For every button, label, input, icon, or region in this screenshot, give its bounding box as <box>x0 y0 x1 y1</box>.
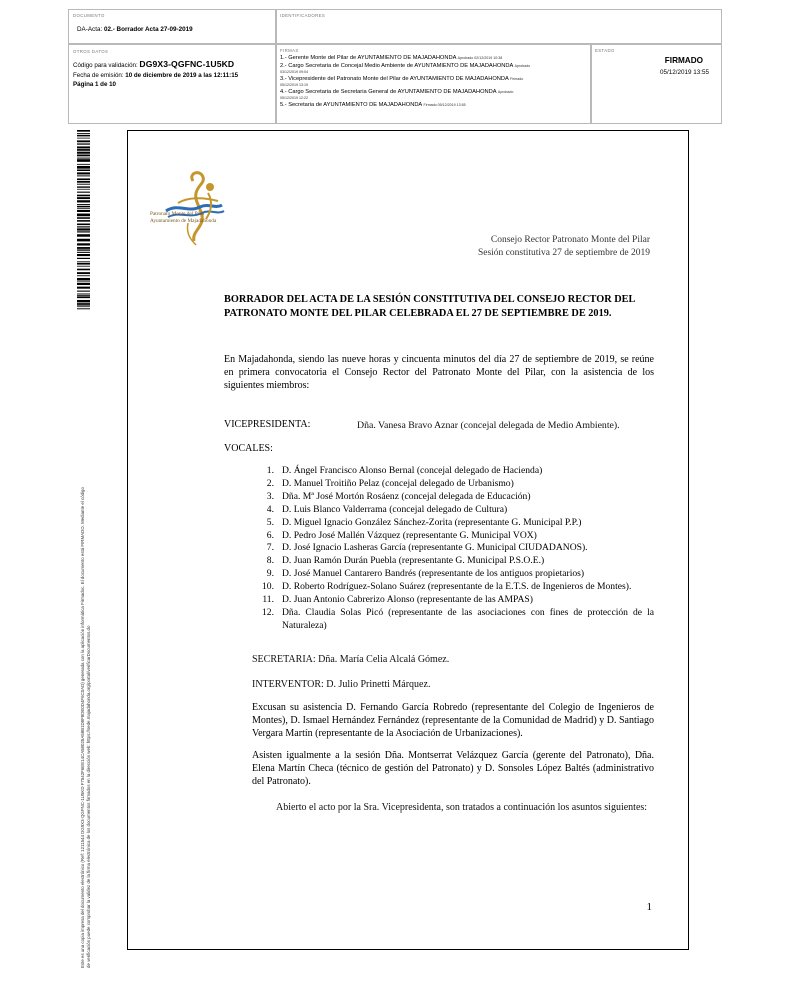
list-item-number: 12. <box>262 606 274 618</box>
list-item-number: 3. <box>266 490 274 502</box>
list-item-number: 4. <box>266 503 274 515</box>
intro-paragraph: En Majadahonda, siendo las nueve horas y cincuenta minutos del día 27 de septiembre de 2019, se reúne en primera convocatoria el Consejo Rector del Patronato Monte del Pilar, con la asistencia de los siguientes miembros: <box>224 354 654 391</box>
list-item-text: D. Miguel Ignacio González Sánchez-Zorita (representante G. Municipal P.P.) <box>282 516 582 528</box>
list-item <box>224 504 654 517</box>
identifiers-box <box>276 9 722 44</box>
signature-line-5: 5.- Secretaria de AYUNTAMIENTO DE MAJADAHONDA Firmado 05/12/2019 13:55 <box>280 102 466 108</box>
list-item <box>224 478 654 491</box>
document-prefix: DA-Acta: <box>77 26 104 33</box>
list-item <box>224 594 654 607</box>
status-box <box>591 44 722 124</box>
list-item-text: D. Pedro José Mallén Vázquez (representante G. Municipal VOX) <box>282 529 537 541</box>
attendees-paragraph: Asisten igualmente a la sesión Dña. Montserrat Velázquez García (gerente del Patronato), Dña. Elena Martín Checa (técnico de gestión del Patronato) y D. Sonsoles López Baltés (administrativo del Patronato). <box>252 750 654 787</box>
document-caption: DOCUMENTO <box>73 13 105 18</box>
list-item <box>224 530 654 543</box>
side-verification-text-1: Este es una copia impresa del documento electrónico (Ref: 1211544 DG9X3-QGFNC-1U5KD F7542F6EE14CA58025A58B1D8F8DE0D4F6C0AD) generada con la aplicación informática Firmadoc. El documento está FIRMADO. Mediante el código <box>80 487 85 968</box>
list-item-text: D. José Manuel Cantarero Bandrés (representante de los antiguos propietarios) <box>282 568 585 580</box>
document-title <box>77 26 193 33</box>
barcode-icon <box>77 130 90 310</box>
opening-line: Abierto el acto por la Sra. Vicepresidenta, son tratados a continuación los asuntos siguientes: <box>276 802 648 813</box>
list-item <box>224 555 654 568</box>
act-heading: BORRADOR DEL ACTA DE LA SESIÓN CONSTITUTIVA DEL CONSEJO RECTOR DEL PATRONATO MONTE DEL PILAR CELEBRADA EL 27 DE SEPTIEMBRE DE 2019. <box>224 294 635 319</box>
validation-code: DG9X3-QGFNC-1U5KD <box>139 59 235 69</box>
list-item <box>224 581 654 594</box>
list-item-text: D. Ángel Francisco Alonso Bernal (concejal delegado de Hacienda) <box>282 465 543 476</box>
list-item-text: D. Roberto Rodríguez-Solano Suárez (representante de la E.T.S. de Ingenieros de Montes). <box>282 581 632 593</box>
document-page <box>127 130 689 950</box>
list-item-number: 2. <box>266 477 274 489</box>
signature-date-2: 03/12/2019 09:04 <box>280 70 308 74</box>
signature-line-1: 1.- Gerente Monte del Pilar de AYUNTAMIENTO DE MAJADAHONDA Aprobado 02/12/2019 10:38 <box>280 55 503 61</box>
signature-line-2: 2.- Cargo Secretaria de Concejal Medio Ambiente de AYUNTAMIENTO DE MAJADAHONDA Aprobado <box>280 63 531 69</box>
list-item <box>224 517 654 530</box>
session-line: Sesión constitutiva 27 de septiembre de 2019 <box>477 248 650 258</box>
list-item <box>224 542 654 555</box>
status-date: 05/12/2019 13:55 <box>659 69 709 76</box>
list-item-number: 9. <box>266 568 274 580</box>
list-item <box>224 607 654 633</box>
page-number: 1 <box>646 901 652 913</box>
list-item-text: D. Luis Blanco Valderrama (concejal delegado de Cultura) <box>282 503 508 515</box>
status-caption: ESTADO <box>595 48 615 53</box>
list-item-number: 10. <box>262 581 274 593</box>
emission-label: Fecha de emisión: <box>73 72 126 79</box>
list-item-text: D. José Ignacio Lasheras García (representante G. Municipal CIUDADANOS). <box>282 542 588 554</box>
list-item-text: Dña. Claudia Solas Picó (representante de las asociaciones con fines de protección de la Naturaleza) <box>282 606 654 631</box>
logo-text-1: Patronato Monte del Pilar <box>150 211 205 217</box>
signature-line-3: 3.- Vicepresidente del Patronato Monte del Pilar de AYUNTAMIENTO DE MAJADAHONDA Firmado <box>280 76 524 82</box>
list-item-number: 8. <box>266 555 274 567</box>
excused-paragraph: Excusan su asistencia D. Fernando García Robredo (representante del Colegio de Ingenieros de Montes), D. Ismael Hernández Fernández (representante de la Comunidad de Madrid) y D. Santiago Vergara Martín (representante de la Asociación de Urbanizaciones). <box>252 702 654 739</box>
list-item <box>224 465 654 478</box>
vicepresident-label: VICEPRESIDENTA: <box>224 419 311 430</box>
signature-line-4: 4.- Cargo Secretaria de Secretaria General de AYUNTAMIENTO DE MAJADAHONDA Aprobado <box>280 89 514 95</box>
list-item-number: 11. <box>262 594 274 606</box>
logo-text-2: Ayuntamiento de Majadahonda <box>150 218 217 224</box>
vicepresident-value: Dña. Vanesa Bravo Aznar (concejal delegada de Medio Ambiente). <box>357 420 620 431</box>
list-item-text: D. Juan Antonio Cabrerizo Alonso (representante de las AMPAS) <box>282 594 533 606</box>
status-badge: FIRMADO <box>664 56 703 65</box>
list-item <box>224 491 654 504</box>
signatures-box <box>276 44 591 124</box>
org-line: Consejo Rector Patronato Monte del Pilar <box>490 235 650 245</box>
validation-code-line <box>73 59 234 69</box>
list-item-number: 7. <box>266 542 274 554</box>
list-item <box>224 568 654 581</box>
document-title-text: 02.- Borrador Acta 27-09-2019 <box>103 26 193 33</box>
signature-date-3: 05/12/2019 13:19 <box>280 83 308 87</box>
list-item-text: Dña. Mª José Mortón Rosáenz (concejal delegada de Educación) <box>282 490 531 502</box>
vocales-list <box>224 465 654 633</box>
list-item-number: 5. <box>266 516 274 528</box>
signature-date-4: 05/12/2019 12:22 <box>280 96 308 100</box>
secretary-line: SECRETARIA: Dña. María Celia Alcalá Gómez. <box>252 654 450 665</box>
document-box <box>68 9 276 44</box>
other-data-caption: OTROS DATOS <box>73 49 109 54</box>
page-info: Página 1 de 10 <box>73 81 116 88</box>
list-item-number: 6. <box>266 529 274 541</box>
signatures-caption: FIRMAS <box>280 48 299 53</box>
other-data-box <box>68 44 276 124</box>
side-verification-text-2: de verificación puede comprobar la validez de la firma electrónica de los documentos firmados en la dirección web: https://sede.majadahonda.org/portal/verificarDocumentos.do <box>86 625 91 968</box>
emission-date: 10 de diciembre de 2019 a las 12:11:15 <box>125 72 239 79</box>
list-item-text: D. Juan Ramón Durán Puebla (representante G. Municipal P.S.O.E.) <box>282 555 545 567</box>
vocales-label: VOCALES: <box>224 443 273 454</box>
identifiers-caption: IDENTIFICADORES <box>280 13 326 18</box>
validation-label: Código para validación: <box>73 62 140 69</box>
list-item-text: D. Manuel Troitiño Pelaz (concejal delegado de Urbanismo) <box>282 477 514 489</box>
list-item-number: 1. <box>266 465 274 476</box>
interventor-line: INTERVENTOR: D. Julio Prinetti Márquez. <box>252 679 431 690</box>
emission-date-line <box>73 72 238 79</box>
